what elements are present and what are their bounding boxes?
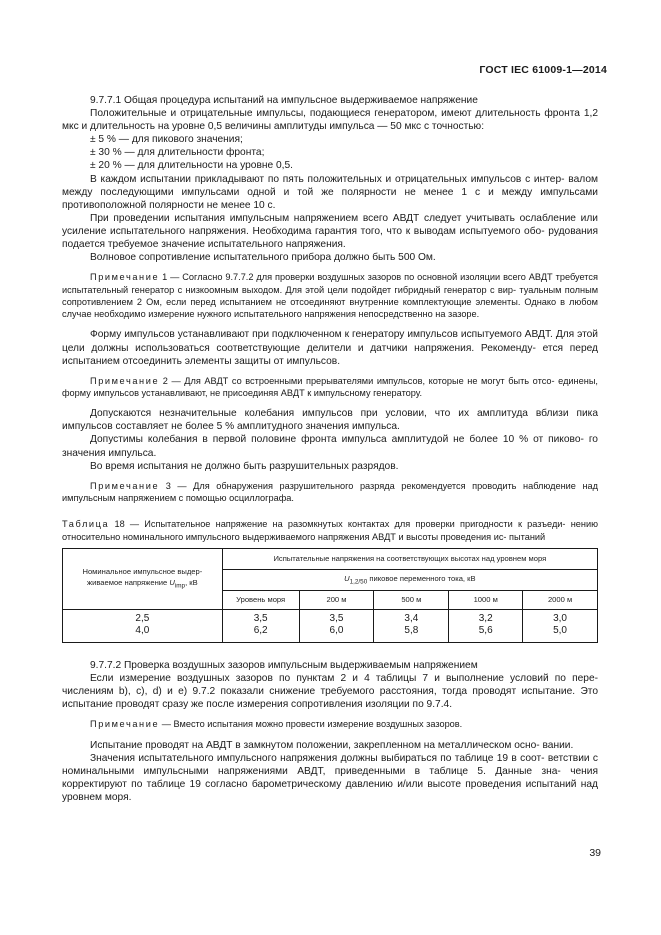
note-4: Примечание — Вместо испытания можно провести измерение воздушных зазоров. — [90, 719, 463, 730]
table-cell: 3,2 5,6 — [449, 609, 523, 642]
table-cell: 2,5 4,0 — [63, 609, 223, 642]
page-number: 39 — [589, 847, 601, 859]
page-body — [62, 94, 598, 804]
impulse-voltage-subheader: $U_{1,2/50}$ пиковое переменного тока, кВ — [222, 569, 597, 590]
paragraph: Положительные и отрицательные импульсы, подающиеся генератором, имеют длительность фронта 1,2 мкс и длительность на уровне 0,5 величины амплитуды импульса — 50 мкс с точностью: — [62, 108, 598, 133]
altitude-header: Уровень моря — [222, 590, 299, 609]
note-2: Примечание 2 — Для АВДТ со встроенными прерывателями импульсов, которые не могут быть отсо- единены, форму импульсов устанавливают, не присоединяя АВДТ к импульсному генератору. — [62, 375, 598, 398]
tolerance-item: ± 30 % — для длительности фронта; — [90, 147, 265, 159]
section-heading-9-7-7-2: 9.7.7.2 Проверка воздушных зазоров импульсным выдерживаемым напряжением — [90, 659, 478, 671]
rated-voltage-header: Номинальное импульсное выдер- живаемое напряжение $U_{imp}$, кВ — [63, 548, 223, 609]
table-cell: 3,5 6,0 — [299, 609, 374, 642]
section-heading-9-7-7-1: 9.7.7.1 Общая процедура испытаний на импульсное выдерживаемое напряжение — [90, 95, 478, 106]
test-voltage-group-header: Испытательные напряжения на соответствующих высотах над уровнем моря — [222, 548, 597, 569]
paragraph: Форму импульсов устанавливают при подключенном к генератору импульсов испытуемого АВДТ. Для этой цели должны использоваться соответствующие делители и датчики напряжения. Рекоменду- ется перед испытанием отсоединить элементы защиты от импульсов. — [62, 329, 598, 367]
altitude-header: 500 м — [374, 590, 449, 609]
paragraph: Значения испытательного импульсного напряжения должны выбираться по таблице 19 в соот- ветствии с номинальными импульсными напряжениями АВДТ, приведенными в таблице 5. Данные зна- чения корректируют по таблице 19 согласно барометрическому давлению и/или высоте проведения испытаний над уровнем моря. — [62, 752, 598, 803]
table-18 — [62, 548, 598, 643]
tolerance-item: ± 20 % — для длительности на уровне 0,5. — [90, 160, 293, 172]
table-caption: Таблица 18 — Испытательное напряжение на разомкнутых контактах для проверки пригодности к разъеди- нению относительно номинального импульсного выдерживаемого напряжения АВДТ и высоты проведения ис- пытаний — [62, 519, 598, 542]
note-1: Примечание 1 — Согласно 9.7.7.2 для проверки воздушных зазоров по основной изоляции всего АВДТ требуется испытательный генератор с низкоомным выходом. Для этой цели подойдет гибридный генератор с вир- туальным полным сопротивлением 2 Ом, если перед испытанием не отсоединяют внутренние комплектующие элементы. Однако в любом случае необходимо измерение нужного испытательного напряжения непосредственно на зазоре. — [62, 272, 599, 320]
paragraph: Волновое сопротивление испытательного прибора должно быть 500 Ом. — [90, 252, 436, 264]
table-cell: 3,5 6,2 — [222, 609, 299, 642]
table-cell: 3,4 5,8 — [374, 609, 449, 642]
note-3: Примечание 3 — Для обнаружения разрушительного разряда рекомендуется проводить наблюдение над импульсным напряжением с помощью осциллографа. — [62, 480, 598, 504]
paragraph: В каждом испытании прикладывают по пять положительных и отрицательных импульсов с интер- валом между последующими импульсами одной и той же полярности не менее 1 с и между импульсами противоположной полярности не менее 10 с. — [62, 173, 598, 211]
table-row — [63, 609, 598, 642]
altitude-header: 2000 м — [523, 590, 598, 609]
paragraph: Во время испытания не должно быть разрушительных разрядов. — [90, 460, 399, 472]
altitude-header: 1000 м — [449, 590, 523, 609]
document-header: ГОСТ IEC 61009-1—2014 — [479, 64, 607, 76]
paragraph: Если измерение воздушных зазоров по пунктам 2 и 4 таблицы 7 и выполнение условий по пере- числениям b), c), d) и e) 9.7.2 показали снижение требуемого расстояния, тогда проводят испытание. Это испытание проводят сразу же после измерения сопротивления изоляции по 9.7.4. — [62, 673, 598, 711]
paragraph: При проведении испытания импульсным напряжением всего АВДТ следует учитывать ослабление или усиление испытательного напряжения. Необходима гарантия того, что к выводам испытуемого обо- рудования подается требуемое значение испытательного напряжения. — [62, 212, 598, 251]
altitude-header: 200 м — [299, 590, 374, 609]
paragraph: Допустимы колебания в первой половине фронта импульса амплитудой не более 10 % от пиково- го значения импульса. — [62, 434, 598, 459]
paragraph: Испытание проводят на АВДТ в замкнутом положении, закрепленном на металлическом осно- вании. — [90, 739, 574, 751]
tolerance-item: ± 5 % — для пикового значения; — [90, 134, 243, 146]
paragraph: Допускаются незначительные колебания импульсов при условии, что их амплитуда вблизи пика импульсов составляет не более 5 % амплитудного значения импульса. — [62, 408, 598, 433]
table-cell: 3,0 5,0 — [523, 609, 598, 642]
